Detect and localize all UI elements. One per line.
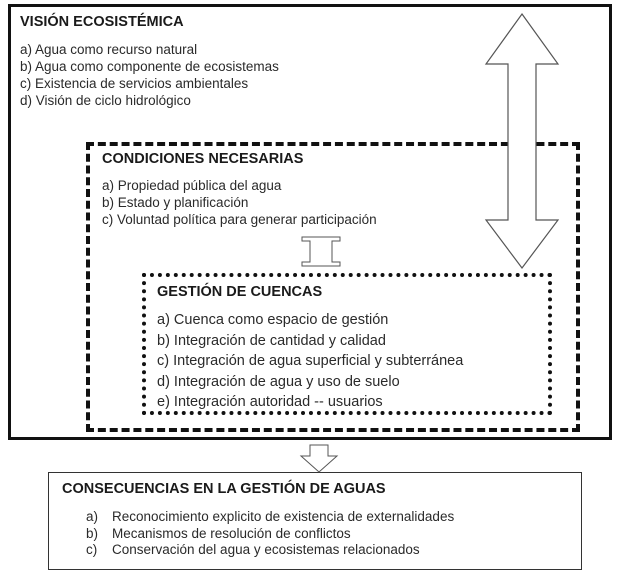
gestion-list xyxy=(157,310,463,413)
item-label: c) xyxy=(86,542,98,557)
item-label: a) xyxy=(86,509,99,524)
item-text: Mecanismos de resolución de conflictos xyxy=(112,525,351,541)
gestion-item: e) Integración autoridad -- usuarios xyxy=(157,394,383,410)
consecuencias-title: CONSECUENCIAS EN LA GESTIÓN DE AGUAS xyxy=(62,481,386,497)
small-double-arrow-icon xyxy=(296,234,346,270)
double-arrow-icon xyxy=(484,12,564,272)
item-text: Conservación del agua y ecosistemas relacionados xyxy=(112,542,420,557)
vision-item: a) Agua como recurso natural xyxy=(20,42,198,57)
condiciones-list xyxy=(102,177,377,228)
condiciones-item: c) Voluntad política para generar participación xyxy=(102,212,377,227)
down-arrow-icon xyxy=(298,444,340,474)
gestion-item: a) Cuenca como espacio de gestión xyxy=(157,312,389,328)
gestion-title: GESTIÓN DE CUENCAS xyxy=(157,284,323,300)
item-text: Reconocimiento explicito de existencia de externalidades xyxy=(112,509,455,524)
consecuencias-item xyxy=(86,526,454,543)
gestion-item: b) Integración de cantidad y calidad xyxy=(157,332,386,349)
consecuencias-item xyxy=(86,542,454,559)
item-label: b) xyxy=(86,525,99,541)
vision-list xyxy=(20,41,279,109)
vision-item: d) Visión de ciclo hidrológico xyxy=(20,93,191,108)
condiciones-title: CONDICIONES NECESARIAS xyxy=(102,151,304,167)
condiciones-item: a) Propiedad pública del agua xyxy=(102,178,282,193)
gestion-item: c) Integración de agua superficial y subterránea xyxy=(157,353,464,369)
vision-item: c) Existencia de servicios ambientales xyxy=(20,76,249,91)
vision-title: VISIÓN ECOSISTÉMICA xyxy=(20,14,184,30)
consecuencias-item xyxy=(86,509,454,526)
vision-item: b) Agua como componente de ecosistemas xyxy=(20,59,279,74)
consecuencias-list xyxy=(86,509,454,559)
gestion-item: d) Integración de agua y uso de suelo xyxy=(157,373,400,390)
condiciones-item: b) Estado y planificación xyxy=(102,195,249,210)
